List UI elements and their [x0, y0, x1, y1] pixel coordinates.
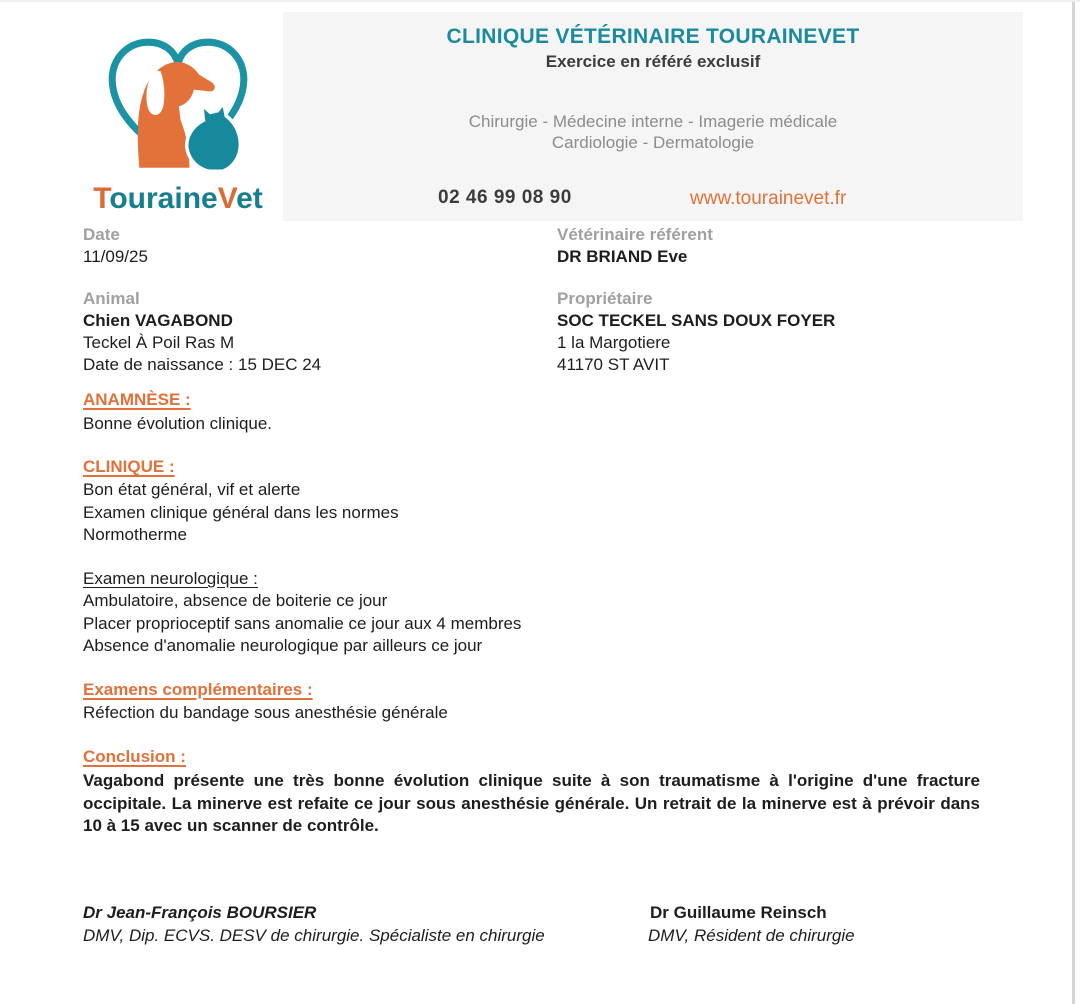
animal-breed: Teckel À Poil Ras M — [83, 333, 235, 352]
complementary-exams-heading: Examens complémentaires : — [83, 680, 313, 699]
clinic-logo — [88, 22, 268, 215]
signature-right-name: Dr Guillaume Reinsch — [650, 903, 827, 922]
clinic-contact-row — [283, 187, 1023, 211]
veterinarian-label: Vétérinaire référent — [557, 225, 713, 244]
animal-name: Chien VAGABOND — [83, 311, 233, 330]
logo-wordmark — [82, 182, 274, 216]
owner-address-line2: 41170 ST AVIT — [557, 355, 670, 374]
conclusion-heading: Conclusion : — [83, 747, 186, 766]
anamnese-heading: ANAMNÈSE : — [83, 390, 191, 409]
neuro-exam-heading: Examen neurologique : — [83, 569, 258, 588]
neuro-exam-line-3: Absence d'anomalie neurologique par ailleurs ce jour — [83, 636, 483, 655]
veterinarian-name: DR BRIAND Eve — [557, 247, 688, 266]
signature-left-name: Dr Jean-François BOURSIER — [83, 903, 317, 922]
neuro-exam-line-1: Ambulatoire, absence de boiterie ce jour — [83, 591, 388, 610]
clinic-services — [283, 111, 1023, 153]
complementary-exams-line-1: Réfection du bandage sous anesthésie générale — [83, 703, 448, 722]
animal-label: Animal — [83, 289, 140, 308]
clinique-line-2: Examen clinique général dans les normes — [83, 503, 399, 522]
clinic-header-band — [283, 12, 1023, 221]
neuro-exam-line-2: Placer proprioceptif sans anomalie ce jour aux 4 membres — [83, 614, 522, 633]
logo-letter-v: V — [217, 182, 237, 215]
services-line-1: Chirurgie - Médecine interne - Imagerie médicale — [468, 112, 838, 131]
owner-label: Propriétaire — [557, 289, 653, 308]
conclusion-paragraph: Vagabond présente une très bonne évolution clinique suite à son traumatisme à l'origine d'une fracture occipitale. La minerve est refaite ce jour sous anesthésie générale. Un retrait de la minerve est à prévoir dans 10 à 15 avec un scanner de contrôle. — [83, 771, 980, 835]
date-value: 11/09/25 — [83, 247, 148, 266]
clinic-phone: 02 46 99 08 90 — [438, 187, 572, 208]
animal-birthdate: Date de naissance : 15 DEC 24 — [83, 355, 322, 374]
anamnese-line-1: Bonne évolution clinique. — [83, 414, 273, 433]
date-label: Date — [83, 225, 120, 244]
signature-left-title: DMV, Dip. ECVS. DESV de chirurgie. Spécialiste en chirurgie — [83, 926, 545, 945]
owner-name: SOC TECKEL SANS DOUX FOYER — [557, 311, 836, 330]
page-right-border — [1072, 2, 1075, 1004]
clinic-subtitle: Exercice en référé exclusif — [545, 52, 761, 71]
services-line-2: Cardiologie - Dermatologie — [551, 133, 755, 152]
clinique-heading: CLINIQUE : — [83, 457, 175, 476]
heart-dog-cat-logo-icon — [90, 22, 266, 180]
signature-right-title: DMV, Résident de chirurgie — [648, 926, 855, 945]
clinique-line-1: Bon état général, vif et alerte — [83, 480, 301, 499]
logo-text-ouraine: ouraine — [109, 182, 218, 215]
clinic-title: CLINIQUE VÉTÉRINAIRE TOURAINEVET — [446, 25, 860, 48]
logo-text-et: et — [236, 182, 263, 215]
clinique-line-3: Normotherme — [83, 525, 187, 544]
clinic-website-link[interactable]: www.tourainevet.fr — [690, 188, 847, 209]
owner-address-line1: 1 la Margotiere — [557, 333, 671, 352]
logo-letter-t: T — [93, 182, 110, 215]
